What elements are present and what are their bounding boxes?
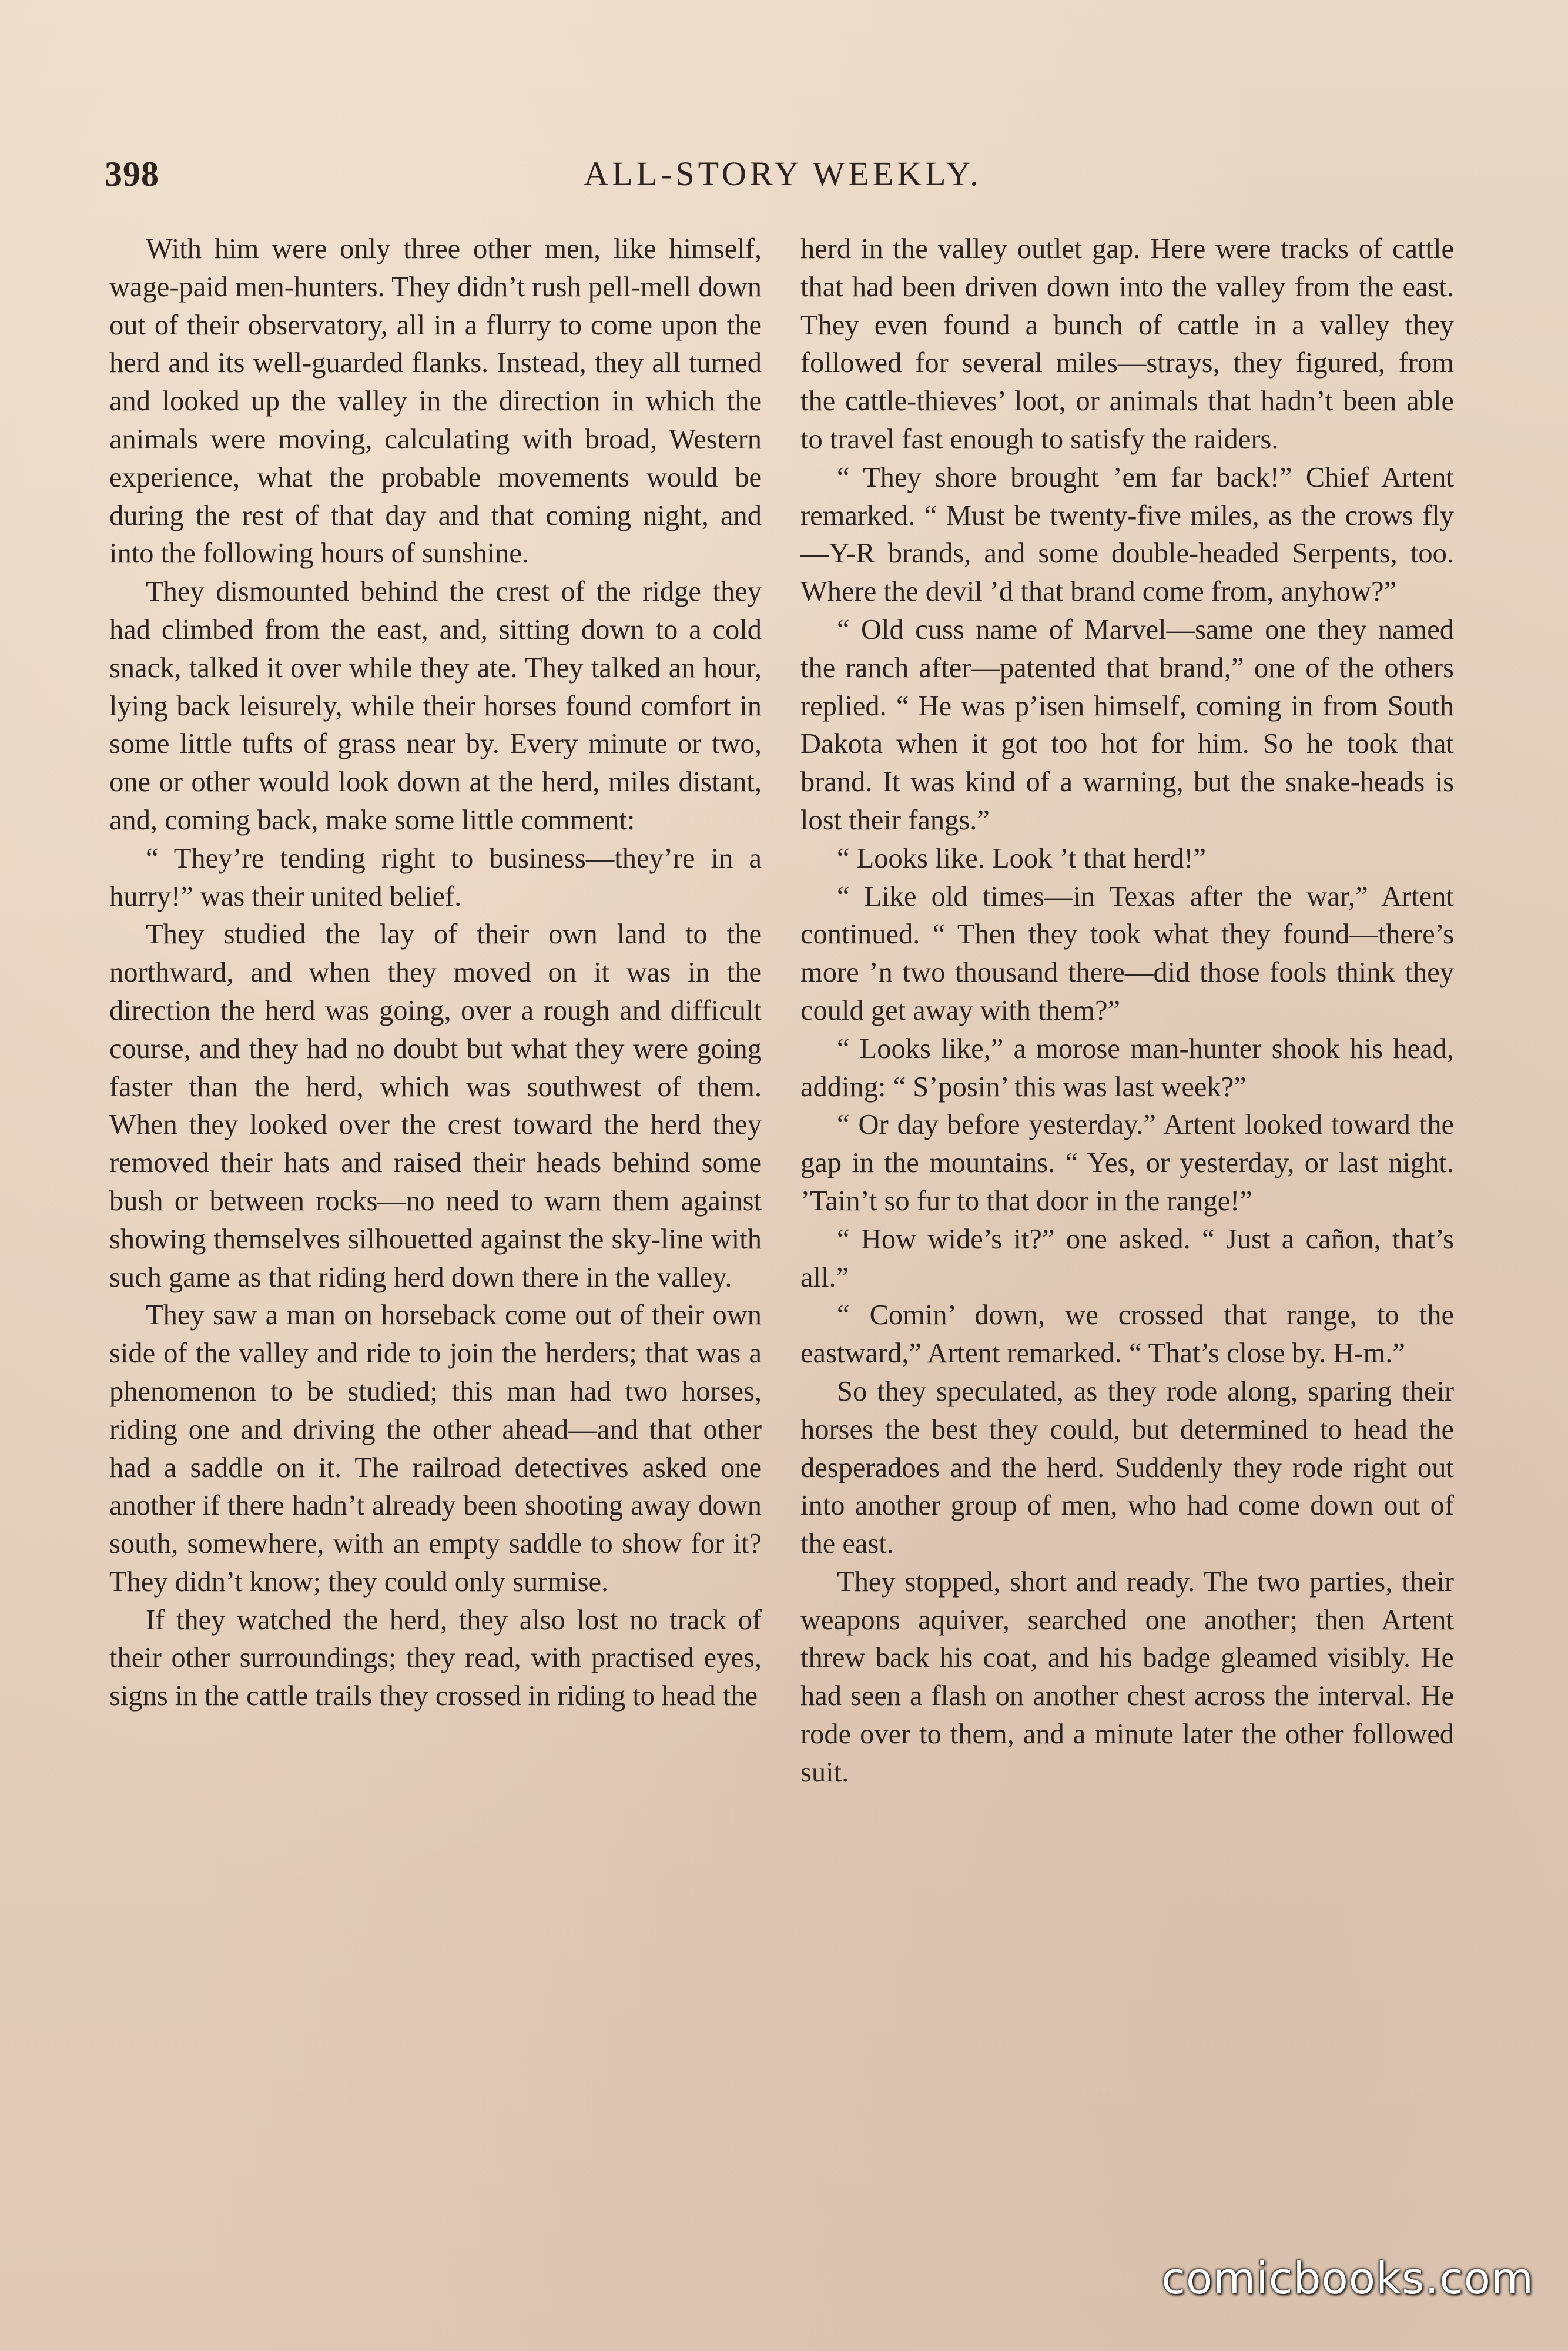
page-header [105, 154, 1461, 207]
paragraph: “ They shore brought ’em far back!” Chief Artent remarked. “ Must be twenty-five miles, as the crows fly—Y-R brands, and some double-headed Serpents, too. Where the devil ’d that brand come from, anyhow?” [800, 461, 1454, 608]
paragraph: They studied the lay of their own land to the northward, and when they moved on it was in the direction the herd was going, over a rough and difficult course, and they had no doubt but what they were going faster than the herd, which was southwest of them. When they looked over the crest toward the herd they removed their hats and raised their heads behind some bush or between rocks—no need to warn them against showing themselves silhouetted against the sky-line with such game as that riding herd down there in the valley. [109, 919, 762, 1293]
running-head: ALL-STORY WEEKLY. [584, 155, 982, 193]
paragraph: They saw a man on horseback come out of their own side of the valley and ride to join the herders; that was a phenomenon to be studied; this man had two horses, riding one and driving the other ahead—and that other had a saddle on it. The railroad detectives asked one another if there hadn’t already been shooting away down south, somewhere, with an empty saddle to show for it? They didn’t know; they could only surmise. [109, 1300, 762, 1598]
paragraph: They stopped, short and ready. The two parties, their weapons aquiver, searched one another; then Artent threw back his coat, and his badge gleamed visibly. He had seen a flash on another chest across the interval. He rode over to them, and a minute later the other followed suit. [800, 1566, 1454, 1788]
paragraph: They dismounted behind the crest of the ridge they had climbed from the east, and, sitting down to a cold snack, talked it over while they ate. They talked an hour, lying back leisurely, while their horses found comfort in some little tufts of grass near by. Every minute or two, one or other would look down at the herd, miles distant, and, coming back, make some little comment: [109, 576, 762, 836]
paragraph: “ Or day before yesterday.” Artent looked toward the gap in the mountains. “ Yes, or yesterday, or last night. ’Tain’t so fur to that door in the range!” [800, 1109, 1454, 1217]
paragraph: “ How wide’s it?” one asked. “ Just a cañon, that’s all.” [800, 1223, 1454, 1293]
paragraph: herd in the valley outlet gap. Here were tracks of cattle that had been driven down into the valley from the east. They even found a bunch of cattle in a valley they followed for several miles—strays, they figured, from the cattle-thieves’ loot, or animals that hadn’t been able to travel fast enough to satisfy the raiders. [800, 233, 1454, 455]
right-column [800, 230, 1454, 1792]
paragraph: “ Comin’ down, we crossed that range, to the eastward,” Artent remarked. “ That’s close by. H-m.” [800, 1300, 1454, 1369]
paragraph: “ Like old times—in Texas after the war,” Artent continued. “ Then they took what they found—there’s more ’n two thousand there—did those fools think they could get away with them?” [800, 880, 1454, 1026]
paragraph: “ Looks like. Look ’t that herd!” [837, 842, 1207, 874]
paragraph: With him were only three other men, like himself, wage-paid men-hunters. They didn’t rush pell-mell down out of their observatory, all in a flurry to come upon the herd and its well-guarded flanks. Instead, they all turned and looked up the valley in the direction in which the animals were moving, calculating with broad, Western experience, what the probable movements would be during the rest of that day and that coming night, and into the following hours of sunshine. [109, 233, 762, 570]
page-number: 398 [105, 155, 159, 193]
paragraph: “ They’re tending right to business—they’re in a hurry!” was their united belief. [109, 842, 762, 912]
paragraph: If they watched the herd, they also lost no track of their other surroundings; they read, with practised eyes, signs in the cattle trails they crossed in riding to head the [109, 1604, 762, 1712]
watermark: comicbooks.com [1161, 2253, 1534, 2304]
paragraph: So they speculated, as they rode along, sparing their horses the best they could, but determined to head the desperadoes and the herd. Suddenly they rode right out into another group of men, who had come down out of the east. [800, 1375, 1454, 1560]
left-column [109, 230, 762, 1716]
paragraph: “ Old cuss name of Marvel—same one they named the ranch after—patented that brand,” one of the others replied. “ He was p’isen himself, coming in from South Dakota when it got too hot for him. So he took that brand. It was kind of a warning, but the snake-heads is lost their fangs.” [800, 614, 1454, 836]
paragraph: “ Looks like,” a morose man-hunter shook his head, adding: “ S’posin’ this was last week?” [800, 1033, 1454, 1103]
